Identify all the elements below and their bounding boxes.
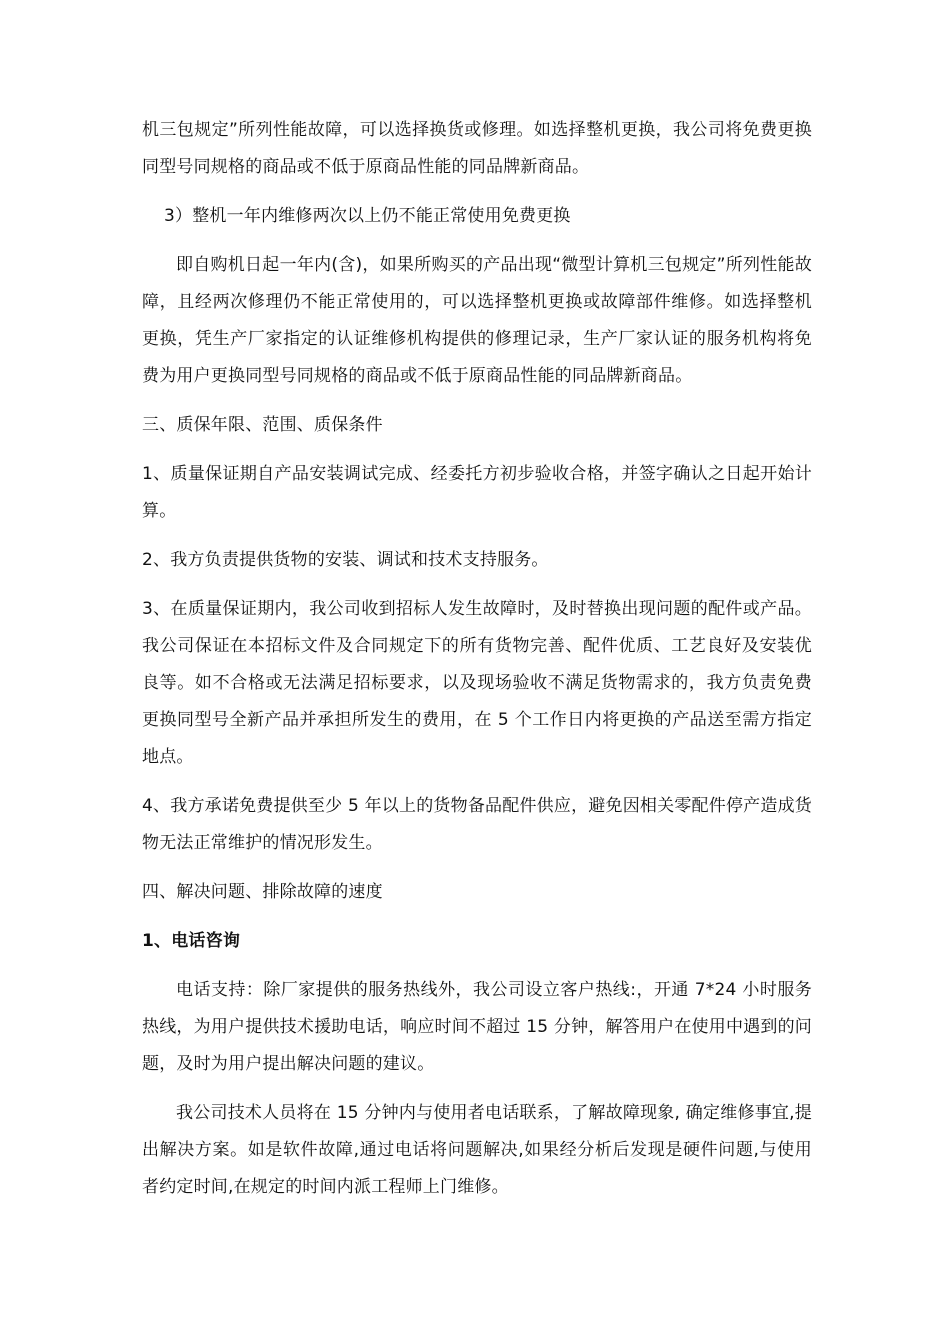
list-item-warranty-2: 2、我方负责提供货物的安装、调试和技术支持服务。 xyxy=(142,550,549,570)
document-body xyxy=(142,112,812,1218)
paragraph-replacement-detail: 即自购机日起一年内(含)，如果所购买的产品出现“微型计算机三包规定”所列性能故障，且经两次修理仍不能正常使用的，可以选择整机更换或故障部件维修。如选择整机更换，凭生产厂家指定的认证维修机构提供的修理记录，生产厂家认证的服务机构将免费为用户更换同型号同规格的商品或不低于原商品性能的同品牌新商品。 xyxy=(142,255,812,386)
list-item-warranty-4: 4、我方承诺免费提供至少 5 年以上的货物备品配件供应，避免因相关零配件停产造成货物无法正常维护的情况形发生。 xyxy=(142,796,812,853)
list-item-warranty-3: 3、在质量保证期内，我公司收到招标人发生故障时，及时替换出现问题的配件或产品。我公司保证在本招标文件及合同规定下的所有货物完善、配件优质、工艺良好及安装优良等。如不合格或无法满足招标要求，以及现场验收不满足货物需求的，我方负责免费更换同型号全新产品并承担所发生的费用，在 5 个工作日内将更换的产品送至需方指定地点。 xyxy=(142,599,812,767)
section-heading-response: 四、解决问题、排除故障的速度 xyxy=(142,882,383,902)
section-heading-warranty: 三、质保年限、范围、质保条件 xyxy=(142,415,383,435)
list-item-warranty-1: 1、质量保证期自产品安装调试完成、经委托方初步验收合格，并签字确认之日起开始计算。 xyxy=(142,464,812,521)
paragraph-technician-contact: 我公司技术人员将在 15 分钟内与使用者电话联系，了解故障现象, 确定维修事宜,提出解决方案。如是软件故障,通过电话将问题解决,如果经分析后发现是硬件问题,与使用者约定时间,在规定的时间内派工程师上门维修。 xyxy=(142,1103,812,1197)
paragraph-continuation: 机三包规定”所列性能故障，可以选择换货或修理。如选择整机更换，我公司将免费更换同型号同规格的商品或不低于原商品性能的同品牌新商品。 xyxy=(142,120,812,177)
paragraph-phone-support: 电话支持：除厂家提供的服务热线外，我公司设立客户热线:，开通 7*24 小时服务热线，为用户提供技术援助电话，响应时间不超过 15 分钟，解答用户在使用中遇到的问题，及时为用户提出解决问题的建议。 xyxy=(142,980,812,1074)
subheading-phone-consulting: 1、电话咨询 xyxy=(142,931,241,951)
subheading-replacement-rule: 3）整机一年内维修两次以上仍不能正常使用免费更换 xyxy=(164,206,571,226)
